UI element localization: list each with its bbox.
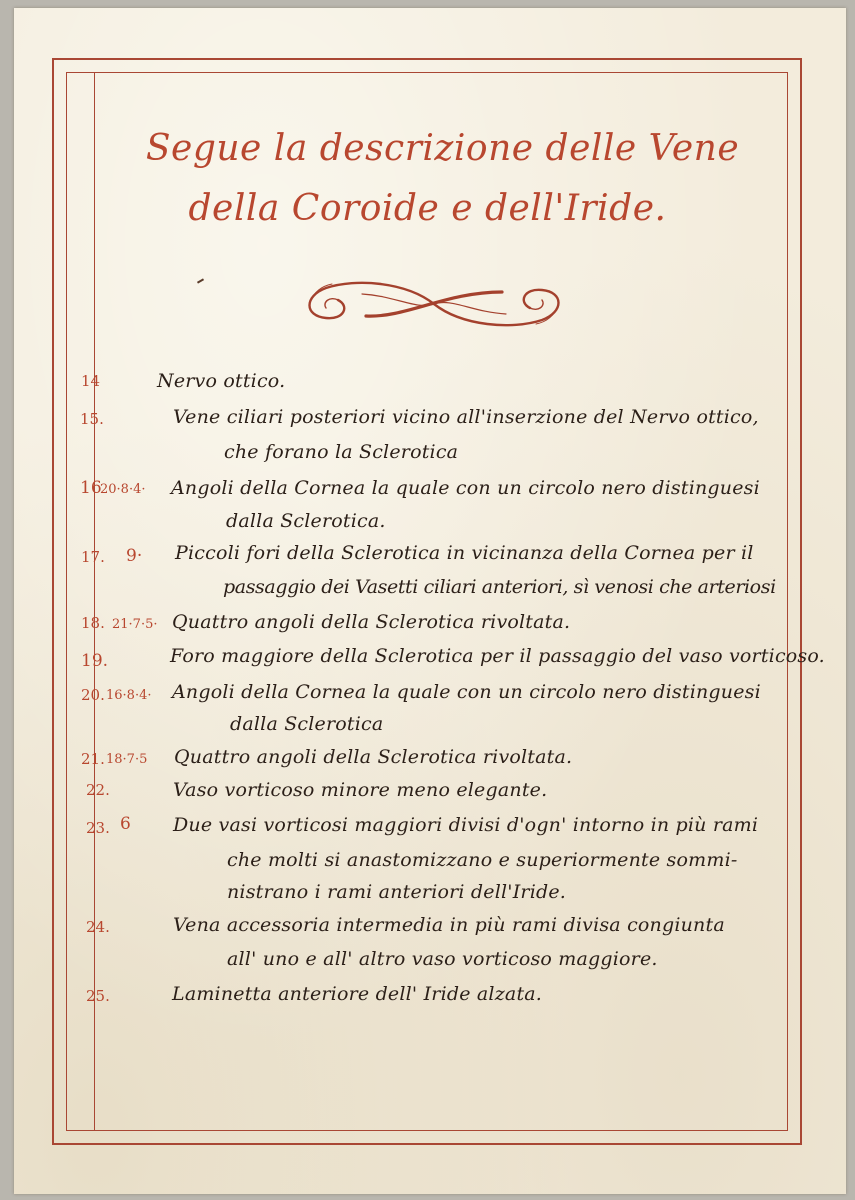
page-title-line-1: Segue la descrizione delle Vene xyxy=(145,128,740,169)
entry-number: 15. xyxy=(80,410,104,428)
entry-number: 20. xyxy=(81,686,105,704)
margin-rule xyxy=(94,72,95,1131)
cross-reference: 16·8·4· xyxy=(106,688,152,703)
entry-text-line: Vene ciliari posteriori vicino all'inserzione del Nervo ottico, xyxy=(173,406,759,428)
entry-text-line: Nervo ottico. xyxy=(157,370,286,392)
cross-reference: 21·7·5· xyxy=(112,617,158,632)
entry-number: 25. xyxy=(86,987,110,1005)
entry-text-line: Vena accessoria intermedia in più rami divisa congiunta xyxy=(173,914,725,936)
cross-reference: 6 xyxy=(120,814,131,834)
entry-text-line: passaggio dei Vasetti ciliari anteriori, sì venosi che arteriosi xyxy=(223,576,776,598)
entry-text-line: che forano la Sclerotica xyxy=(224,441,459,463)
entry-text-line: Quattro angoli della Sclerotica rivoltata. xyxy=(174,746,573,768)
entry-number: 17. xyxy=(81,548,105,566)
cross-reference: 18·7·5 xyxy=(106,752,148,767)
entry-number: 18. xyxy=(81,614,105,632)
entry-text-line: Piccoli fori della Sclerotica in vicinanza della Cornea per il xyxy=(175,542,754,564)
entry-text-line: che molti si anastomizzano e superiormente sommi- xyxy=(227,849,738,871)
entry-number: 23. xyxy=(86,819,110,837)
entry-text-line: Quattro angoli della Sclerotica rivoltata. xyxy=(172,611,571,633)
page-title-line-2: della Coroide e dell'Iride. xyxy=(188,188,667,229)
entry-number: 19. xyxy=(81,651,109,671)
entry-number: 16 xyxy=(80,478,102,498)
entry-number: 21. xyxy=(81,750,105,768)
entry-text-line: Vaso vorticoso minore meno elegante. xyxy=(173,779,548,801)
entry-text-line: nistrano i rami anteriori dell'Iride. xyxy=(227,881,567,903)
entry-text-line: Foro maggiore della Sclerotica per il passaggio del vaso vorticoso. xyxy=(170,645,825,667)
cross-reference: 20·8·4· xyxy=(100,482,146,497)
entry-text-line: all' uno e all' altro vaso vorticoso maggiore. xyxy=(227,948,658,970)
calligraphic-flourish-icon xyxy=(296,272,572,336)
inner-border-frame xyxy=(66,72,788,1131)
entry-text-line: Angoli della Cornea la quale con un circolo nero distinguesi xyxy=(171,477,760,499)
entry-number: 22. xyxy=(86,781,110,799)
entry-text-line: Angoli della Cornea la quale con un circolo nero distinguesi xyxy=(172,681,761,703)
entry-number: 14 xyxy=(81,372,101,390)
entry-text-line: dalla Sclerotica. xyxy=(226,510,386,532)
entry-number: 24. xyxy=(86,918,110,936)
entry-text-line: Due vasi vorticosi maggiori divisi d'ogn' intorno in più rami xyxy=(173,814,759,836)
cross-reference: 9· xyxy=(126,546,143,566)
entry-text-line: Laminetta anteriore dell' Iride alzata. xyxy=(172,983,543,1005)
entry-text-line: dalla Sclerotica xyxy=(230,713,384,735)
